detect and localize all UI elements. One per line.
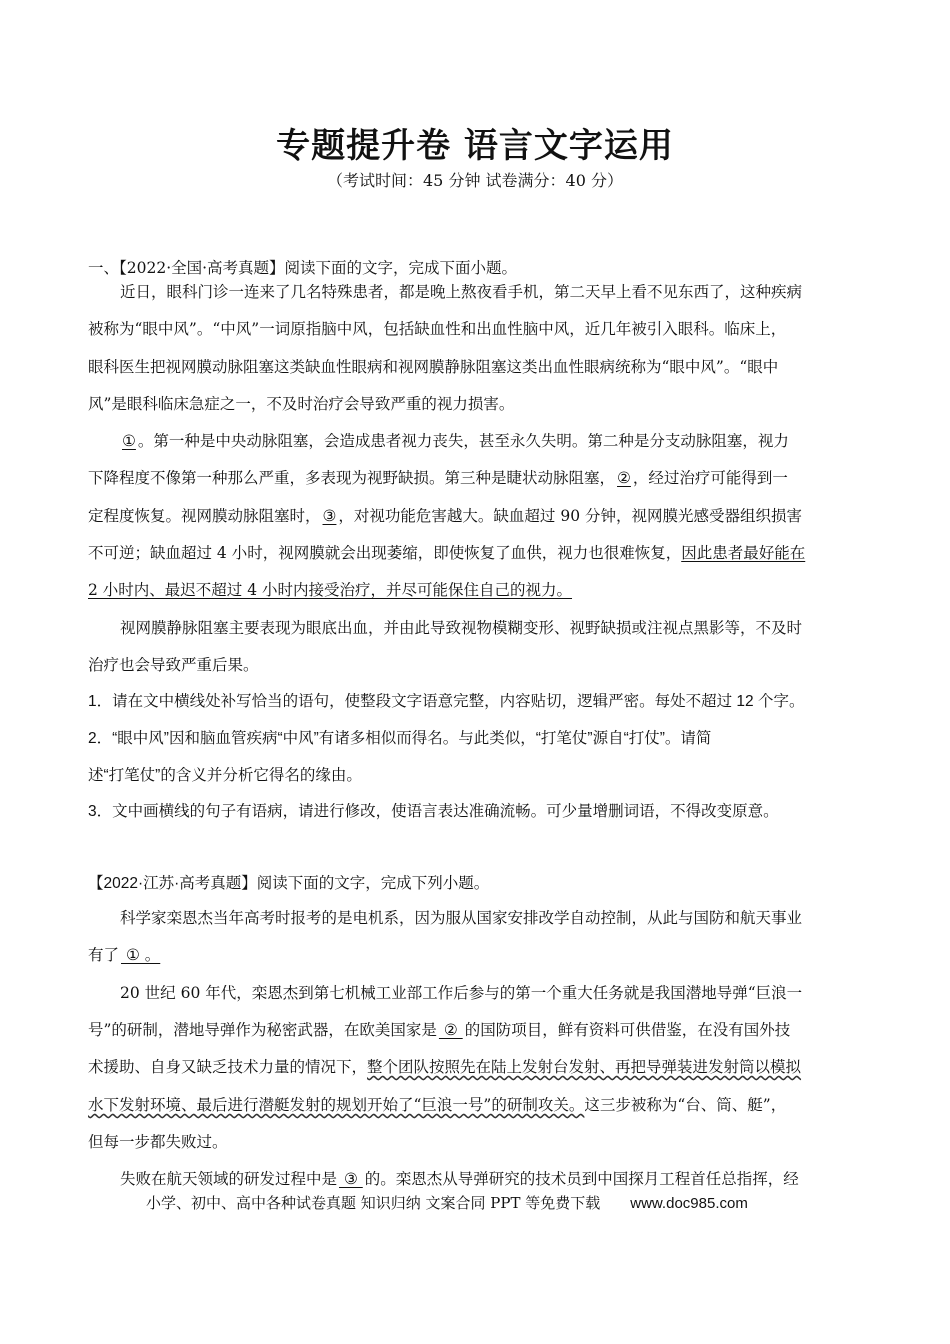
s2-p3-line1	[120, 1169, 799, 1189]
wavy-sentence-part2: 水下发射环境、最后进行潜艇发射的规划开始了“巨浪一号”的研制攻关。	[88, 1096, 585, 1114]
s1-p1-line4: 风”是眼科临床急症之一，不及时治疗会导致严重的视力损害。	[88, 395, 515, 413]
s1-p1-line1: 近日，眼科门诊一连来了几名特殊患者，都是晚上熬夜看手机，第二天早上看不见东西了，这种疾病	[120, 283, 803, 301]
blank-2: ②	[617, 469, 631, 487]
footer-url[interactable]: www.doc985.com	[630, 1195, 748, 1212]
s2-p1-line1: 科学家栾恩杰当年高考时报考的是电机系，因为服从国家安排改学自动控制，从此与国防和航天事业	[120, 909, 803, 927]
s2-p1-line2-text: 有了	[88, 946, 120, 964]
section1-heading: 一、【2022·全国·高考真题】阅读下面的文字，完成下面小题。	[88, 259, 518, 277]
s1-p2-line1	[120, 431, 789, 451]
s2-p2-line1: 20 世纪 60 年代，栾恩杰到第七机械工业部工作后参与的第一个重大任务就是我国潜地导弹“巨浪一	[120, 984, 803, 1002]
wavy-sentence-part1: 整个团队按照先在陆上发射台发射、再把导弹装进发射筒以模拟	[367, 1058, 802, 1076]
s1-p1-line3: 眼科医生把视网膜动脉阻塞这类缺血性眼病和视网膜静脉阻塞这类出血性眼病统称为“眼中风”。“眼中	[88, 358, 779, 376]
question-2-line2: 述“打笔仗”的含义并分析它得名的缘由。	[88, 767, 362, 784]
s2-p2-line4	[88, 1095, 786, 1115]
underlined-sentence-part1: 因此患者最好能在	[681, 544, 806, 562]
s1-p2-line3	[88, 506, 802, 526]
s2-p2-line2-text-b: 的国防项目，鲜有资料可供借鉴，在没有国外技	[464, 1021, 791, 1039]
s1-p2-line2	[88, 468, 788, 488]
blank-3: ③	[322, 507, 337, 525]
page-title: 专题提升卷 语言文字运用	[276, 126, 674, 166]
s1-p3-line2: 治疗也会导致严重后果。	[88, 656, 259, 674]
question-3: 3．文中画横线的句子有语病，请进行修改，使语言表达准确流畅。可少量增删词语，不得改变原意。	[88, 803, 779, 820]
s2-p2-line2	[88, 1020, 790, 1040]
blank-1: ①	[122, 432, 136, 450]
s2-blank-2: ②	[438, 1021, 463, 1039]
section2-heading: 【2022·江苏·高考真题】阅读下面的文字，完成下列小题。	[88, 875, 490, 892]
s2-p2-line4-text: 这三步被称为“台、筒、艇”，	[584, 1096, 787, 1114]
s2-p2-line5: 但每一步都失败过。	[88, 1133, 228, 1151]
s1-p2-line4-text: 不可逆；缺血超过 4 小时，视网膜就会出现萎缩，即使恢复了血供，视力也很难恢复，	[88, 544, 682, 562]
s1-p2-line2-text-b: ，经过治疗可能得到一	[632, 469, 788, 487]
s1-p2-line3-text-b: ，对视功能危害越大。缺血超过 90 分钟，视网膜光感受器组织损害	[338, 507, 803, 525]
s1-p2-line2-text-a: 下降程度不像第一种那么严重，多表现为视野缺损。第三种是睫状动脉阻塞，	[88, 469, 616, 487]
s2-blank-1: ① 。	[121, 946, 161, 964]
s2-p2-line2-text-a: 号”的研制，潜地导弹作为秘密武器，在欧美国家是	[88, 1021, 437, 1039]
s1-p2-line4	[88, 543, 805, 563]
question-1: 1．请在文中横线处补写恰当的语句，使整段文字语意完整，内容贴切，逻辑严密。每处不超过 12 个字。	[88, 693, 805, 710]
s2-p3-line1-text-a: 失败在航天领域的研发过程中是	[120, 1170, 338, 1188]
s2-p3-line1-text-b: 的。栾恩杰从导弹研究的技术员到中国探月工程首任总指挥，经	[364, 1170, 799, 1188]
question-2-line1: 2．“眼中风”因和脑血管疾病“中风”有诸多相似而得名。与此类似，“打笔仗”源自“打仗”。请简	[88, 730, 712, 747]
s2-blank-3: ③	[339, 1170, 363, 1188]
s2-p2-line3	[88, 1057, 801, 1077]
page-footer	[146, 1192, 748, 1213]
s2-p1-line2	[88, 945, 162, 965]
exam-info: （考试时间：45 分钟 试卷满分：40 分）	[327, 171, 623, 190]
s1-p2-line3-text-a: 定程度恢复。视网膜动脉阻塞时，	[88, 507, 321, 525]
s1-p3-line1: 视网膜静脉阻塞主要表现为眼底出血，并由此导致视物模糊变形、视野缺损或注视点黑影等，不及时	[120, 619, 803, 637]
footer-text: 小学、初中、高中各种试卷真题 知识归纳 文案合同 PPT 等免费下载	[146, 1194, 601, 1212]
s1-p2-line1-text: 。第一种是中央动脉阻塞，会造成患者视力丧失，甚至永久失明。第二种是分支动脉阻塞，视力	[137, 432, 789, 450]
underlined-sentence-part2: 2 小时内、最迟不超过 4 小时内接受治疗，并尽可能保住自己的视力。	[88, 581, 573, 599]
s2-p2-line3-text: 术援助、自身又缺乏技术力量的情况下，	[88, 1058, 368, 1076]
s1-p1-line2: 被称为“眼中风”。“中风”一词原指脑中风，包括缺血性和出血性脑中风，近几年被引入眼科。临床上，	[88, 320, 787, 338]
